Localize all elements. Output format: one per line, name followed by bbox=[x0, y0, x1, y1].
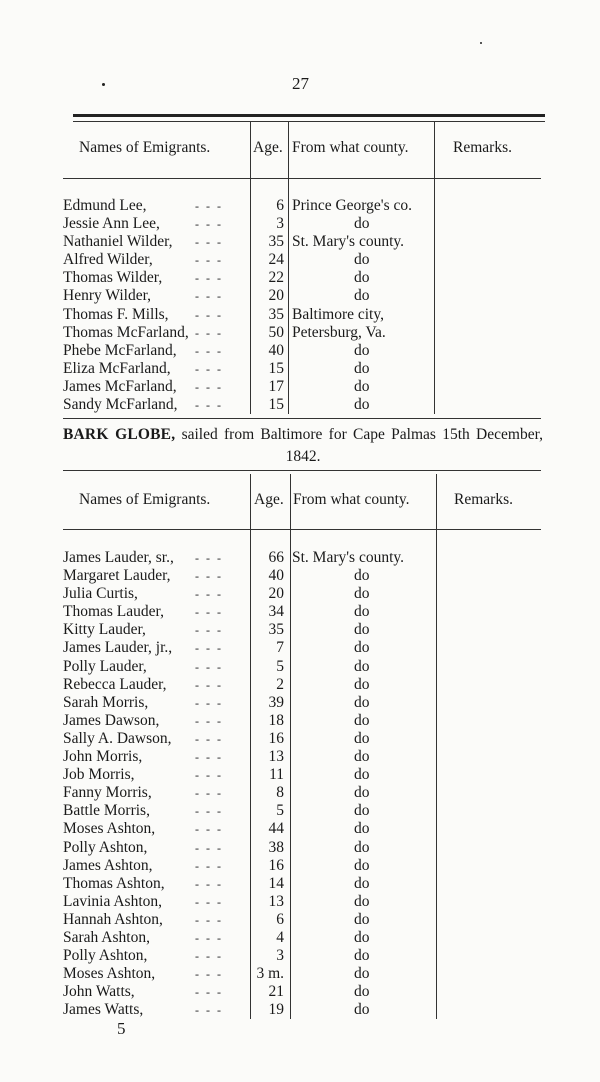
emigrant-name: Moses Ashton, bbox=[63, 820, 156, 838]
table-row bbox=[0, 621, 600, 639]
table-row bbox=[0, 875, 600, 893]
leader-dots: - - - bbox=[195, 786, 223, 801]
emigrant-name: Fanny Morris, bbox=[63, 784, 152, 802]
emigrant-county: do bbox=[354, 287, 370, 305]
table-row bbox=[0, 549, 600, 567]
emigrant-age: 44 bbox=[268, 820, 284, 838]
emigrant-name: Nathaniel Wilder, bbox=[63, 233, 173, 251]
header-age-2: Age. bbox=[254, 491, 284, 508]
emigrant-age: 11 bbox=[269, 766, 284, 784]
emigrant-name: Lavinia Ashton, bbox=[63, 892, 163, 910]
emigrant-name: John Watts, bbox=[63, 983, 135, 1001]
emigrant-name: Thomas McFarland, bbox=[63, 323, 189, 341]
leader-dots: - - - bbox=[195, 750, 223, 765]
leader-dots: - - - bbox=[195, 695, 223, 710]
table-row bbox=[0, 287, 600, 305]
emigrant-age: 17 bbox=[268, 377, 284, 395]
leader-dots: - - - bbox=[195, 569, 223, 584]
emigrant-county: Petersburg, Va. bbox=[292, 323, 386, 341]
emigrant-name: Edmund Lee, bbox=[63, 197, 147, 214]
table-row bbox=[0, 839, 600, 857]
emigrant-age: 13 bbox=[268, 892, 284, 910]
table-row bbox=[0, 603, 600, 621]
emigrant-age: 38 bbox=[268, 838, 284, 856]
top-rule-heavy bbox=[73, 114, 545, 117]
emigrant-age: 4 bbox=[276, 928, 284, 946]
emigrant-name: Moses Ashton, bbox=[63, 965, 156, 983]
emigrant-county: do bbox=[354, 729, 370, 747]
emigrant-age: 16 bbox=[268, 856, 284, 874]
emigrant-age: 5 bbox=[276, 657, 284, 675]
emigrant-county: do bbox=[354, 693, 370, 711]
emigrant-age: 50 bbox=[268, 323, 284, 341]
leader-dots: - - - bbox=[195, 551, 223, 565]
leader-dots: - - - bbox=[195, 804, 223, 819]
emigrant-name: James Watts, bbox=[63, 1001, 144, 1019]
emigrant-age: 22 bbox=[268, 269, 284, 287]
leader-dots: - - - bbox=[195, 307, 223, 322]
table-row bbox=[0, 197, 600, 215]
emigrant-age: 18 bbox=[268, 711, 284, 729]
emigrant-county: Baltimore city, bbox=[292, 305, 384, 323]
emigrant-county: do bbox=[354, 874, 370, 892]
emigrant-name: Sally A. Dawson, bbox=[63, 729, 172, 747]
emigrant-name: James McFarland, bbox=[63, 377, 177, 395]
emigrant-name: James Lauder, sr., bbox=[63, 549, 174, 566]
leader-dots: - - - bbox=[195, 398, 223, 413]
emigrant-name: Polly Lauder, bbox=[63, 657, 147, 675]
emigrant-age: 40 bbox=[268, 567, 284, 585]
page-number: 27 bbox=[292, 74, 309, 93]
emigrant-county: do bbox=[354, 711, 370, 729]
emigrant-county: St. Mary's county. bbox=[292, 549, 405, 566]
emigrant-age: 16 bbox=[268, 729, 284, 747]
emigrant-name: Thomas Wilder, bbox=[63, 269, 163, 287]
emigrant-county: do bbox=[354, 396, 370, 414]
table-row bbox=[0, 712, 600, 730]
emigrant-county: do bbox=[354, 341, 370, 359]
header-remarks-1: Remarks. bbox=[453, 139, 512, 156]
emigrant-county: do bbox=[354, 910, 370, 928]
table-row bbox=[0, 215, 600, 233]
table-row bbox=[0, 378, 600, 396]
leader-dots: - - - bbox=[195, 912, 223, 927]
leader-dots: - - - bbox=[195, 967, 223, 982]
scan-speck bbox=[102, 83, 105, 86]
table-row bbox=[0, 766, 600, 784]
table-row bbox=[0, 947, 600, 965]
table-row bbox=[0, 585, 600, 603]
emigrant-county: do bbox=[354, 784, 370, 802]
emigrant-county: do bbox=[354, 947, 370, 965]
leader-dots: - - - bbox=[195, 876, 223, 891]
emigrant-age: 39 bbox=[268, 693, 284, 711]
emigrant-county: do bbox=[354, 359, 370, 377]
leader-dots: - - - bbox=[195, 217, 223, 232]
emigrant-name: Rebecca Lauder, bbox=[63, 675, 167, 693]
emigrant-county: do bbox=[354, 892, 370, 910]
emigrant-name: Sarah Morris, bbox=[63, 693, 149, 711]
emigrant-name: Battle Morris, bbox=[63, 802, 150, 820]
leader-dots: - - - bbox=[195, 605, 223, 620]
emigrant-name: Hannah Ashton, bbox=[63, 910, 163, 928]
leader-dots: - - - bbox=[195, 199, 223, 213]
table1-rows bbox=[0, 197, 600, 414]
leader-dots: - - - bbox=[195, 659, 223, 674]
emigrant-name: Margaret Lauder, bbox=[63, 567, 171, 585]
table2-rows bbox=[0, 549, 600, 1019]
emigrant-name: Thomas Lauder, bbox=[63, 603, 164, 621]
emigrant-age: 3 m. bbox=[256, 965, 284, 983]
table-row bbox=[0, 233, 600, 251]
leader-dots: - - - bbox=[195, 641, 223, 656]
emigrant-name: Polly Ashton, bbox=[63, 838, 148, 856]
leader-dots: - - - bbox=[195, 840, 223, 855]
emigrant-name: James Ashton, bbox=[63, 856, 153, 874]
emigrant-county: do bbox=[354, 965, 370, 983]
table-row bbox=[0, 396, 600, 414]
table-row bbox=[0, 802, 600, 820]
emigrant-age: 7 bbox=[276, 639, 284, 657]
leader-dots: - - - bbox=[195, 713, 223, 728]
leader-dots: - - - bbox=[195, 1003, 223, 1018]
emigrant-county: do bbox=[354, 639, 370, 657]
emigrant-age: 13 bbox=[268, 748, 284, 766]
emigrant-age: 34 bbox=[268, 603, 284, 621]
emigrant-name: Thomas Ashton, bbox=[63, 874, 165, 892]
emigrant-county: do bbox=[354, 983, 370, 1001]
emigrant-age: 40 bbox=[268, 341, 284, 359]
table-row bbox=[0, 730, 600, 748]
header-remarks-2: Remarks. bbox=[454, 491, 513, 508]
voyage-text: sailed from Baltimore for Cape Palmas 15th December, 1842. bbox=[175, 426, 543, 465]
emigrant-name: Henry Wilder, bbox=[63, 287, 151, 305]
leader-dots: - - - bbox=[195, 858, 223, 873]
emigrant-county: do bbox=[354, 377, 370, 395]
table1-bottom-rule bbox=[63, 418, 541, 419]
table-row bbox=[0, 639, 600, 657]
table2-top-rule bbox=[63, 470, 541, 471]
leader-dots: - - - bbox=[195, 361, 223, 376]
emigrant-age: 8 bbox=[276, 784, 284, 802]
table-row bbox=[0, 694, 600, 712]
emigrant-age: 20 bbox=[268, 585, 284, 603]
emigrant-county: do bbox=[354, 567, 370, 585]
table-row bbox=[0, 269, 600, 287]
table-row bbox=[0, 658, 600, 676]
emigrant-age: 3 bbox=[276, 947, 284, 965]
emigrant-county: do bbox=[354, 838, 370, 856]
leader-dots: - - - bbox=[195, 325, 223, 340]
emigrant-name: Jessie Ann Lee, bbox=[63, 215, 160, 233]
header-county-2: From what county. bbox=[293, 491, 410, 508]
table-row bbox=[0, 567, 600, 585]
emigrant-county: do bbox=[354, 585, 370, 603]
table-row bbox=[0, 965, 600, 983]
leader-dots: - - - bbox=[195, 587, 223, 602]
emigrant-age: 21 bbox=[268, 983, 284, 1001]
emigrant-county: do bbox=[354, 748, 370, 766]
emigrant-county: do bbox=[354, 820, 370, 838]
leader-dots: - - - bbox=[195, 253, 223, 268]
table-row bbox=[0, 360, 600, 378]
emigrant-age: 35 bbox=[268, 233, 284, 251]
emigrant-county: do bbox=[354, 251, 370, 269]
table-row bbox=[0, 820, 600, 838]
emigrant-county: St. Mary's county. bbox=[292, 233, 405, 251]
header-rule-1 bbox=[63, 178, 541, 179]
emigrant-county: do bbox=[354, 766, 370, 784]
emigrant-county: do bbox=[354, 621, 370, 639]
signature-mark: 5 bbox=[117, 1019, 126, 1038]
emigrant-county: do bbox=[354, 657, 370, 675]
leader-dots: - - - bbox=[195, 894, 223, 909]
emigrant-name: Julia Curtis, bbox=[63, 585, 138, 603]
emigrant-name: Alfred Wilder, bbox=[63, 251, 153, 269]
emigrant-age: 6 bbox=[276, 197, 284, 214]
emigrant-age: 19 bbox=[268, 1001, 284, 1019]
emigrant-age: 5 bbox=[276, 802, 284, 820]
emigrant-county: do bbox=[354, 603, 370, 621]
header-names-1: Names of Emigrants. bbox=[79, 139, 211, 156]
table-row bbox=[0, 251, 600, 269]
emigrant-name: Phebe McFarland, bbox=[63, 341, 177, 359]
header-names-2: Names of Emigrants. bbox=[79, 491, 211, 508]
table-row bbox=[0, 324, 600, 342]
leader-dots: - - - bbox=[195, 289, 223, 304]
emigrant-name: Eliza McFarland, bbox=[63, 359, 171, 377]
emigrant-county: do bbox=[354, 269, 370, 287]
table-row bbox=[0, 911, 600, 929]
emigrant-name: Sandy McFarland, bbox=[63, 396, 178, 414]
table-row bbox=[0, 748, 600, 766]
header-rule-2 bbox=[63, 529, 541, 530]
table-row bbox=[0, 676, 600, 694]
emigrant-age: 15 bbox=[268, 359, 284, 377]
emigrant-name: Job Morris, bbox=[63, 766, 135, 784]
table-row bbox=[0, 929, 600, 947]
ship-name: BARK GLOBE, bbox=[63, 426, 176, 443]
leader-dots: - - - bbox=[195, 235, 223, 250]
leader-dots: - - - bbox=[195, 379, 223, 394]
table-row bbox=[0, 306, 600, 324]
leader-dots: - - - bbox=[195, 985, 223, 1000]
scan-speck bbox=[480, 42, 482, 44]
leader-dots: - - - bbox=[195, 623, 223, 638]
emigrant-name: Sarah Ashton, bbox=[63, 928, 150, 946]
table-row bbox=[0, 784, 600, 802]
emigrant-age: 24 bbox=[268, 251, 284, 269]
emigrant-county: Prince George's co. bbox=[292, 197, 413, 214]
table-row bbox=[0, 1001, 600, 1019]
top-rule-light bbox=[73, 121, 545, 122]
emigrant-age: 35 bbox=[268, 305, 284, 323]
emigrant-age: 20 bbox=[268, 287, 284, 305]
emigrant-name: Thomas F. Mills, bbox=[63, 305, 169, 323]
emigrant-age: 2 bbox=[276, 675, 284, 693]
emigrant-county: do bbox=[354, 675, 370, 693]
emigrant-name: John Morris, bbox=[63, 748, 143, 766]
table-row bbox=[0, 983, 600, 1001]
voyage-caption bbox=[63, 424, 543, 468]
emigrant-county: do bbox=[354, 928, 370, 946]
emigrant-name: James Lauder, jr., bbox=[63, 639, 173, 657]
leader-dots: - - - bbox=[195, 949, 223, 964]
header-age-1: Age. bbox=[253, 139, 283, 156]
emigrant-age: 14 bbox=[268, 874, 284, 892]
leader-dots: - - - bbox=[195, 677, 223, 692]
leader-dots: - - - bbox=[195, 822, 223, 837]
emigrant-age: 15 bbox=[268, 396, 284, 414]
table-row bbox=[0, 893, 600, 911]
emigrant-name: Kitty Lauder, bbox=[63, 621, 146, 639]
table-row bbox=[0, 857, 600, 875]
header-county-1: From what county. bbox=[292, 139, 409, 156]
emigrant-name: James Dawson, bbox=[63, 711, 160, 729]
table-row bbox=[0, 342, 600, 360]
emigrant-name: Polly Ashton, bbox=[63, 947, 148, 965]
emigrant-county: do bbox=[354, 1001, 370, 1019]
emigrant-county: do bbox=[354, 215, 370, 233]
leader-dots: - - - bbox=[195, 930, 223, 945]
emigrant-age: 6 bbox=[276, 910, 284, 928]
emigrant-county: do bbox=[354, 856, 370, 874]
leader-dots: - - - bbox=[195, 768, 223, 783]
emigrant-county: do bbox=[354, 802, 370, 820]
emigrant-age: 66 bbox=[268, 549, 284, 566]
leader-dots: - - - bbox=[195, 271, 223, 286]
leader-dots: - - - bbox=[195, 343, 223, 358]
emigrant-age: 3 bbox=[276, 215, 284, 233]
leader-dots: - - - bbox=[195, 731, 223, 746]
emigrant-age: 35 bbox=[268, 621, 284, 639]
